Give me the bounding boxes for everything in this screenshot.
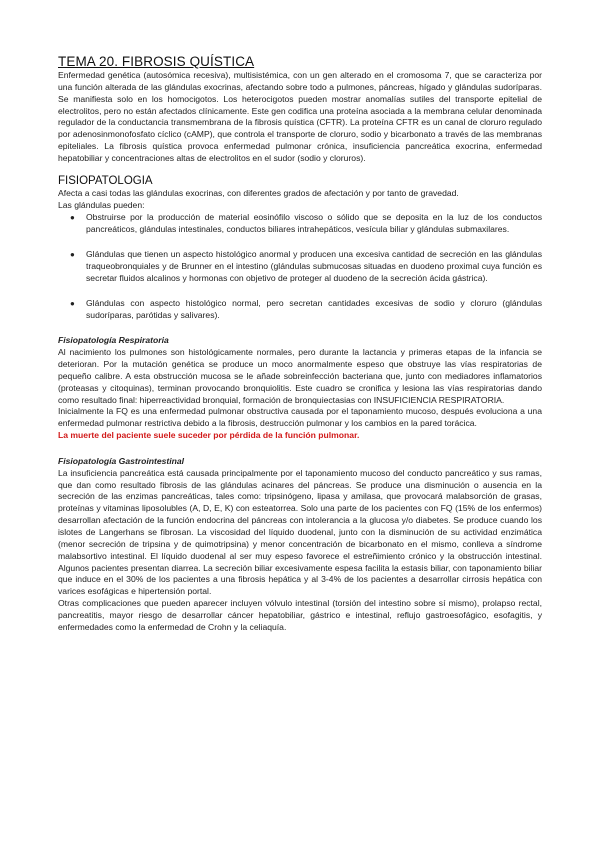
fisiopatologia-line-1: Afecta a casi todas las glándulas exocrinas, con diferentes grados de afectación y por tanto de gravedad. xyxy=(58,187,459,198)
list-item xyxy=(70,212,542,236)
section-heading-fisiopatologia: FISIOPATOLOGIA xyxy=(58,174,153,187)
bullet-icon: ● xyxy=(70,250,75,260)
list-item xyxy=(70,249,542,285)
gland-list xyxy=(58,212,542,321)
subheading-respiratoria: Fisiopatología Respiratoria xyxy=(58,335,169,346)
respiratoria-paragraph-2: Inicialmente la FQ es una enfermedad pulmonar obstructiva causada por el taponamiento mucoso, después evoluciona a una enfermedad pulmonar restrictiva debido a la fibrosis, destrucción pulmonar y los cambios en la pared torácica. xyxy=(58,406,542,429)
list-item-text: Glándulas con aspecto histológico normal, pero secretan cantidades excesivas de sodio y cloruro (glándulas sudoríparas, parótidas y salivares). xyxy=(86,297,542,320)
document-title: TEMA 20. FIBROSIS QUÍSTICA xyxy=(58,54,255,69)
list-item-text: Glándulas que tienen un aspecto histológico anormal y producen una excesiva cantidad de secreción en las glándulas traqueobronquiales y de Brunner en el intestino (glándulas submucosas situadas en duodeno proximal cuya función es secretar fluidos alcalinos y hormonas con objetivo de proteger al duodeno de la secreción ácida gástrica). xyxy=(86,249,542,283)
gastrointestinal-paragraph-2: Otras complicaciones que pueden aparecer incluyen vólvulo intestinal (torsión del intestino sobre sí mismo), prolapso rectal, pancreatitis, mayor riesgo de desarrollar cáncer hepatobiliar, gástrico e intestinal, reflujo gastroesofágico, esofagitis, y enfermedades como la enfermedad de Crohn y la celiaquía. xyxy=(58,598,542,632)
gastrointestinal-paragraph-1: La insuficiencia pancreática está causada principalmente por el taponamiento mucoso del conducto pancreático y sus ramas, que dan como resultado fibrosis de las glándulas acinares del páncreas. Se produce una disminución o ausencia en la secreción de las enzimas pancreáticas, tales como: tripsinógeno, lipasa y amilasa, que provocará malabsorción de grasas, proteínas y vitaminas liposolubles (A, D, E, K) con esteatorrea. Solo una parte de los pacientes con FQ (15% de los enfermos) desarrollan afectación de la función endocrina del páncreas con intolerancia a la glucosa y/o diabetes. Se produce cuando los islotes de Langerhans se fibrosan. La viscosidad del líquido duodenal, junto con la disminución de su actividad enzimática (menor secreción de tripsina y de quimotripsina) y menor concentración de bicarbonato en el mismo, conlleva a síndrome malabsortivo intestinal. El líquido duodenal al ser muy espeso favorece el estreñimiento crónico y la obstrucción intestinal. Algunos pacientes presentan diarrea. La secreción biliar excesivamente espesa facilita la estasis biliar, con taponamiento biliar que induce en el 30% de los pacientes a una fibrosis hepática y al 3-4% de los pacientes a desarrollar cirrosis hepática con varices esofágicas e hipertensión portal. xyxy=(58,467,542,597)
respiratoria-highlight: La muerte del paciente suele suceder por pérdida de la función pulmonar. xyxy=(58,430,360,441)
subheading-gastrointestinal: Fisiopatología Gastrointestinal xyxy=(58,455,185,466)
intro-paragraph: Enfermedad genética (autosómica recesiva), multisistémica, con un gen alterado en el cromosoma 7, que se caracteriza por una función alterada de las glándulas exocrinas, afectando sobre todo a pulmones, páncreas, hígado y glándulas sudoríparas. Se manifiesta solo en los homocigotos. Los heterocigotos pueden mostrar anomalías sutiles del transporte epitelial de electrolitos, pero no están afectados clínicamente. Este gen codifica una proteína asociada a la membrana celular denominada regulador de la conductancia transmembrana de la fibrosis quística (CFTR). La proteína CFTR es un canal de cloruro regulado por adenosinmonofosfato cíclico (cAMP), que controla el transporte de cloruro, sodio y bicarbonato a través de las membranas epiteliales. La fibrosis quística provoca enfermedad pulmonar crónica, insuficiencia pancreática exocrina, enfermedad hepatobiliar y concentraciones altas de electrolitos en el sudor (sodio y cloruros). xyxy=(58,70,542,163)
list-item-text: Obstruirse por la producción de material eosinófilo viscoso o sólido que se deposita en la luz de los conductos pancreáticos, glándulas intestinales, conductos biliares intrahepáticos, vesícula biliar y glándulas submaxilares. xyxy=(86,212,542,235)
respiratoria-paragraph-1: Al nacimiento los pulmones son histológicamente normales, pero durante la lactancia y primeras etapas de la infancia se deterioran. Por la mutación genética se produce un moco anormalmente espeso que obstruye las vías respiratorias de pequeño calibre. A esta obstrucción mucosa se le añade sobreinfección bacteriana que, junto con mediadores inflamatorios (proteasas y citoquinas), terminan provocando bronquiolitis. Este cuadro se cronifica y lesiona las vías respiratorias dando como resultado final: hiperreactividad bronquial, formación de bronquiectasias con INSUFICIENCIA RESPIRATORIA. xyxy=(58,347,542,405)
bullet-icon: ● xyxy=(70,213,75,223)
bullet-icon: ● xyxy=(70,298,75,308)
list-item xyxy=(70,297,542,322)
fisiopatologia-line-2: Las glándulas pueden: xyxy=(58,199,145,210)
